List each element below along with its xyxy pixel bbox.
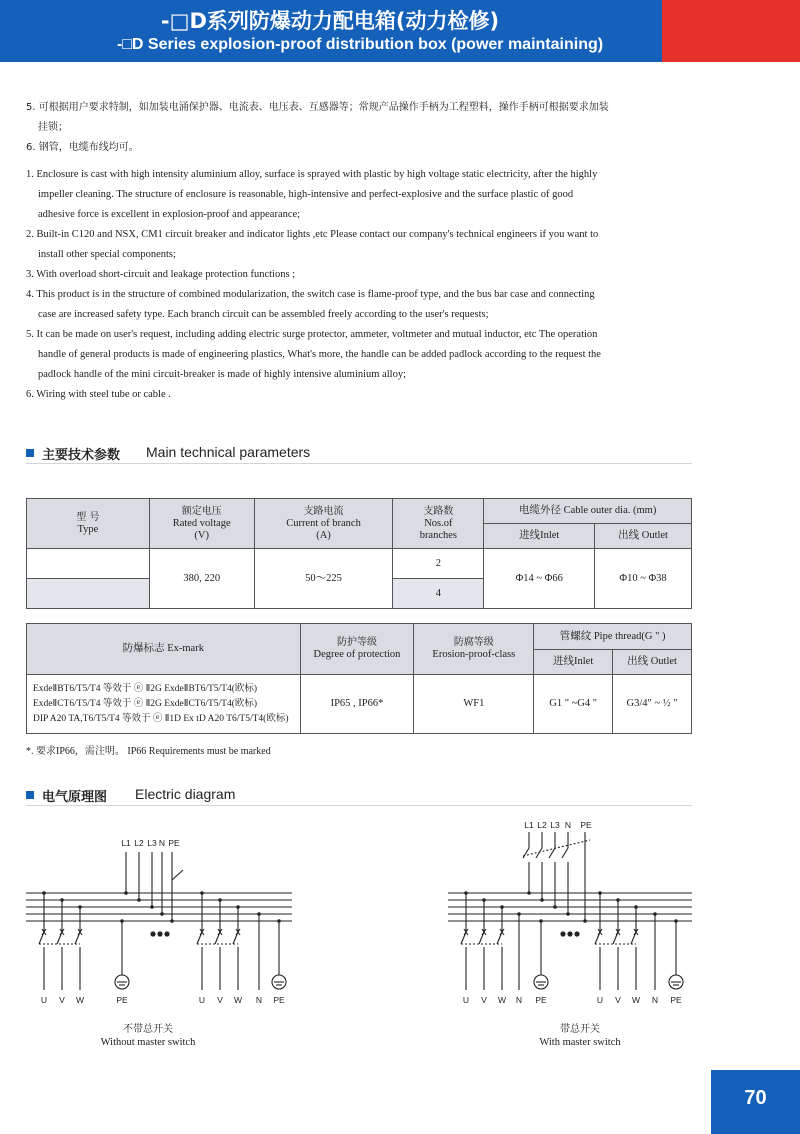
output-label: V [481,995,487,1005]
col-protection-en: Degree of protection [313,649,401,660]
cell-voltage: 380, 220 [149,549,254,609]
output-label: U [198,995,206,1005]
supply-label: L1 [121,838,131,848]
col-type-en: Type [77,523,99,535]
col-current-en: Current of branch [286,517,361,529]
notes-cn [26,98,706,158]
supply-label: L3 [147,838,157,848]
page-number: 70 [711,1070,800,1134]
feature-line: impeller cleaning. The structure of enclosure is reasonable, high-intensive and perfect-explosive and the surface plastic of good [38,189,574,200]
output-label: N [255,995,263,1005]
col-protection [300,624,414,675]
col-erosion [414,624,534,675]
cell-current: 50～225 [254,549,393,609]
col-current [254,499,393,549]
exmark-line: DIP A20 TA,T6/T5/T4 等效于 ⓔ Ⅱ1D Ex tD A20 T6/T5/T4(欧标) [33,713,289,724]
cell-pipe-outlet: G3/4" ~ ½ " [613,675,692,734]
cell-outlet: Φ10 ~ Φ38 [595,549,692,609]
page-title-en: -□D Series explosion-proof distribution box (power maintaining) [116,36,604,53]
caption-en: With master switch [539,1037,621,1048]
output-label: PE [116,995,128,1005]
col-voltage-unit: (V) [194,529,209,541]
feature-line: 2. Built-in C120 and NSX, CM1 circuit breaker and indicator lights ,etc Please contact our company's technical engineers if you want to [26,229,599,240]
col-cable [484,499,692,524]
features-en [26,165,706,405]
output-label: PE [273,995,285,1005]
feature-line: handle of general products is made of engineering plastics, What's more, the handle can be added padlock according to the request the [38,349,601,360]
cell-branches-1: 2 [393,549,484,579]
col-voltage [149,499,254,549]
output-label: PE [670,995,682,1005]
col-pipe-label: 管螺纹 Pipe thread(G " ) [559,630,666,642]
col-pipe [534,624,692,650]
ellipsis-dots [150,931,579,936]
cell-erosion: WF1 [414,675,534,734]
cell-branches-2: 4 [393,579,484,609]
col-branches-cn: 支路数 [423,505,454,517]
caption-without-master [78,1023,218,1049]
supply-label: N [158,838,166,848]
cell-pipe-inlet: G1 " ~G4 " [534,675,613,734]
col-pipe-inlet: 进线Inlet [534,650,613,675]
col-exmark [27,624,301,675]
params-table-1 [26,498,692,609]
feature-line: case are increased safety type. Each branch circuit can be assembled freely according to the user's requests; [38,309,489,320]
col-inlet: 进线Inlet [484,524,595,549]
page-title-cn: -□D系列防爆动力配电箱(动力检修) [160,9,500,33]
section-title-en: Main technical parameters [146,444,311,460]
supply-label: L2 [134,838,144,848]
col-current-cn: 支路电流 [303,505,344,517]
note-line: 5. 可根据用户要求特制，如加装电涌保护器、电流表、电压表、互感器等；常规产品操作手柄为工程塑料，操作手柄可根据要求加装 [26,102,609,113]
output-label: PE [535,995,547,1005]
col-branches-en1: Nos.of [424,517,453,529]
section-title-en: Electric diagram [135,786,236,802]
output-label: W [233,995,243,1005]
feature-line: 3. With overload short-circuit and leakage protection functions ; [26,269,296,280]
output-label: W [497,995,507,1005]
col-pipe-outlet: 出线 Outlet [613,650,692,675]
col-branches [393,499,484,549]
output-label: V [217,995,223,1005]
diagram-right [448,832,692,990]
feature-line: 6. Wiring with steel tube or cable . [26,389,171,400]
caption-cn: 带总开关 [560,1024,600,1035]
output-label: W [631,995,641,1005]
supply-label: N [564,820,572,830]
note-line: 6. 钢管，电缆布线均可。 [26,142,139,153]
note-line: 挂锁； [38,122,68,133]
section-bullet-icon [26,449,34,457]
cell-exmark [27,675,301,734]
cell-protection: IP65 , IP66* [300,675,414,734]
col-voltage-cn: 额定电压 [181,505,222,517]
diagram-left [26,852,292,990]
output-label: U [462,995,470,1005]
col-type-cn: 型 号 [76,511,100,523]
col-branches-en2: branches [419,529,458,541]
output-label: N [515,995,523,1005]
supply-label: L3 [550,820,560,830]
output-label: W [75,995,85,1005]
cell-inlet: Φ14 ~ Φ66 [484,549,595,609]
output-label: V [615,995,621,1005]
output-label: U [40,995,48,1005]
supply-label: L1 [524,820,534,830]
col-erosion-en: Erosion-proof-class [432,649,516,660]
section-heading-params [26,442,692,464]
section-title-cn: 主要技术参数 [42,448,121,463]
feature-line: 5. It can be made on user's request, including adding electric surge protector, ammeter, voltmeter and mutual inductor, etc The operation [26,329,598,340]
col-exmark-label: 防爆标志 Ex-mark [122,643,204,654]
feature-line: 1. Enclosure is cast with high intensity aluminium alloy, surface is sprayed with plastic by high voltage static electricity, after the highly [26,169,598,180]
caption-with-master [510,1023,650,1049]
footnote: *. 要求IP66，需注明。 IP66 Requirements must be marked [26,746,271,757]
cell-type-2 [27,579,150,609]
section-heading-diagram [26,784,692,806]
caption-cn: 不带总开关 [123,1024,173,1035]
exmark-line: ExdeⅡCT6/T5/T4 等效于 ⓔ Ⅱ2G ExdeⅡCT6/T5/T4(欧标) [33,698,258,709]
output-label: V [59,995,65,1005]
col-outlet: 出线 Outlet [595,524,692,549]
feature-line: adhesive force is excellent in explosion-proof and appearance; [38,209,301,220]
supply-label: PE [580,820,592,830]
section-bullet-icon [26,791,34,799]
output-label: N [651,995,659,1005]
col-voltage-en: Rated voltage [172,517,231,529]
col-erosion-cn: 防腐等级 [453,637,494,648]
cell-type [27,549,150,579]
col-cable-label: 电缆外径 Cable outer dia. (mm) [518,505,657,516]
col-protection-cn: 防护等级 [336,637,377,648]
col-current-unit: (A) [316,529,331,541]
output-label: U [596,995,604,1005]
exmark-line: ExdeⅡBT6/T5/T4 等效于 ⓔ Ⅱ2G ExdeⅡBT6/T5/T4(欧标) [33,683,258,694]
col-type [27,499,150,549]
params-table-2 [26,623,692,734]
electric-diagram [0,812,800,1012]
supply-label: PE [168,838,180,848]
feature-line: install other special components; [38,249,176,260]
caption-en: Without master switch [100,1037,196,1048]
feature-line: 4. This product is in the structure of combined modularization, the switch case is flame-proof type, and the bus bar case and connecting [26,289,595,300]
supply-label: L2 [537,820,547,830]
feature-line: padlock handle of the mini circuit-breaker is made of highly intensive aluminium alloy; [38,369,406,380]
section-title-cn: 电气原理图 [42,790,108,805]
